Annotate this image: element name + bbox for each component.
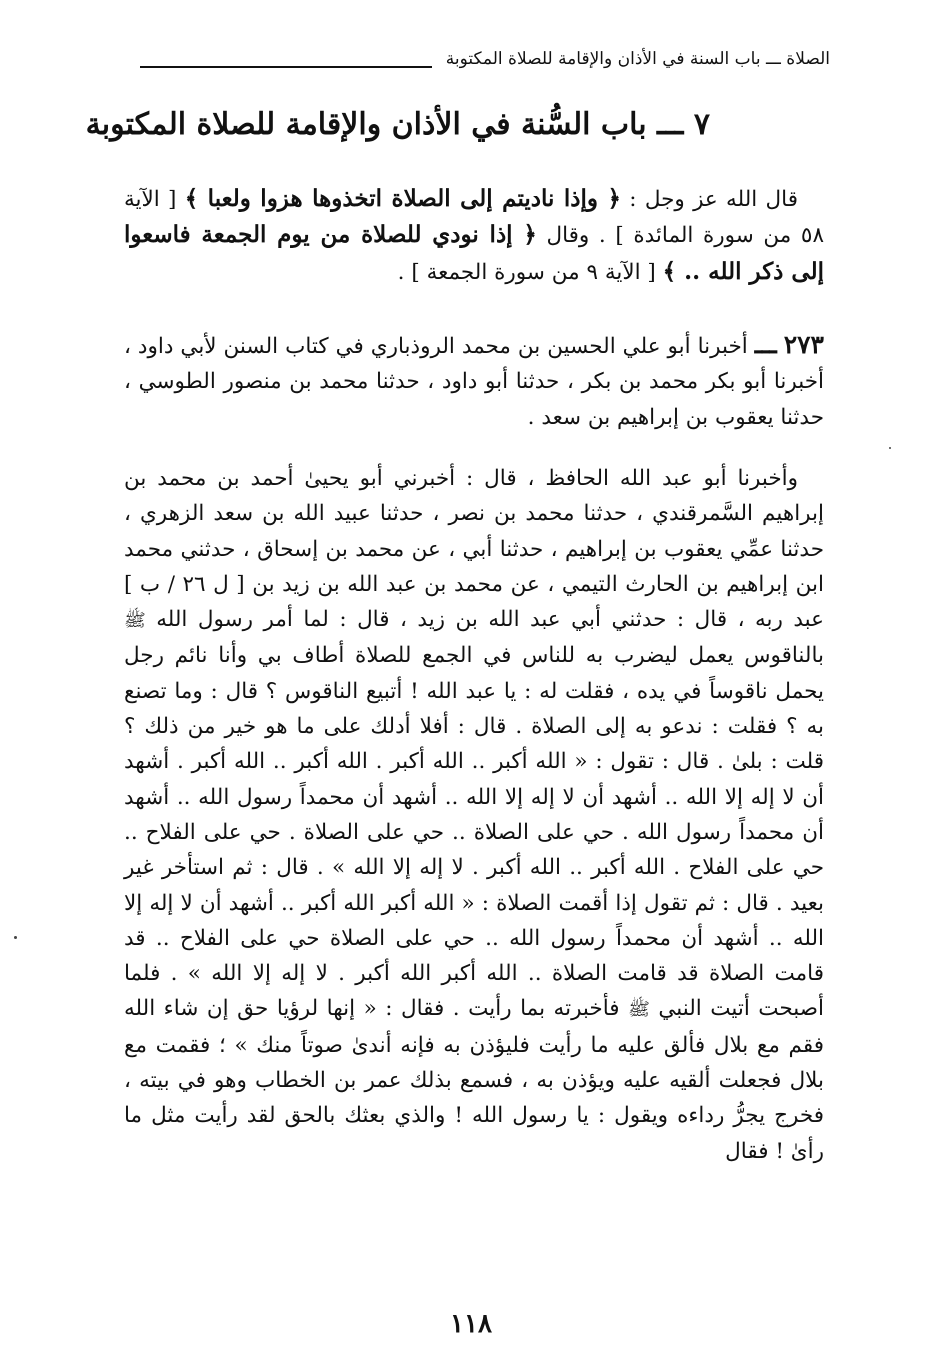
intro-prefix: قال الله عز وجل : [629,187,798,212]
hadith-dash: ـــ [754,330,777,359]
isnad-1-text: أخبرنا أبو علي الحسين بن محمد الروذباري في كتاب السنن لأبي داود ، أخبرنا أبو بكر محمد بن بكر ، حدثنا أبو داود ، حدثنا محمد بن منصور الطوسي ، حدثنا يعقوب بن إبراهيم بن سعد . [124,334,824,430]
scan-speck [889,447,891,449]
page-number: ١١٨ [450,1309,492,1339]
running-header [140,44,830,78]
scan-speck [14,936,17,939]
matn-text-b: فأخبرته بما رأيت . فقال : « إنها لرؤيا حق إن شاء الله فقم مع بلال فألق عليه ما رأيت فليؤذن به فإنه أندىٰ صوتاً منك » ؛ فقمت مع بلال فجعلت ألقيه عليه ويؤذن به ، فسمع بذلك عمر بن الخطاب وهو في بيته ، فخرج يجرُّ رداءه ويقول : يا رسول الله ! والذي بعثك بالحق لقد رأيت مثل ما رأىٰ ! فقال [124,996,824,1164]
hadith-body [124,461,824,1169]
isnad-2-text-b: عبد ربه ، قال : حدثني أبي عبد الله بن زيد ، قال : لما أمر رسول الله [156,607,824,633]
matn-text-a: بالناقوس يعمل ليضرب به للناس في الجمع للصلاة أطاف بي وأنا نائم رجل يحمل ناقوساً في يده ، فقلت له : يا عبد الله ! أتبيع الناقوس ؟ قال : وما تصنع به ؟ فقلت : ندعو به إلى الصلاة . قال : أفلا أدلك على ما هو خير من ذلك ؟ قلت : بلىٰ . قال : تقول : « الله أكبر .. الله أكبر . الله أكبر .. الله أكبر . أشهد أن لا إله إلا الله .. أشهد أن لا إله إلا الله .. أشهد أن محمداً رسول الله .. أشهد أن محمداً رسول الله . حي على الصلاة .. حي على الصلاة . حي على الفلاح .. حي على الفلاح . الله أكبر .. الله أكبر . لا إله إلا الله » . قال : ثم استأخر غير بعيد . قال : ثم تقول إذا أقمت الصلاة : « الله أكبر الله أكبر .. أشهد أن لا إله إلا الله .. أشهد أن محمداً رسول الله .. حي على الصلاة حي على الفلاح .. قد قامت الصلاة قد قامت الصلاة .. الله أكبر الله أكبر . لا إله إلا الله » . فلما أصبحت أتيت النبي [124,643,825,1022]
verse-2-reference: [ الآية ٩ من سورة الجمعة ] . [397,259,656,285]
hadith-isnad-1 [124,327,824,435]
quran-verse-2: ﴿ إذا نودي للصلاة من يوم الجمعة فاسعوا إلى ذكر الله .. ﴾ [124,221,824,285]
salutation-glyph-2: ﷺ [628,999,650,1021]
salutation-glyph: ﷺ [124,610,146,632]
verse-1-reference: [ الآية ٥٨ من سورة المائدة ] . وقال [124,187,825,249]
header-rule [140,66,432,68]
isnad-2-text-a: وأخبرنا أبو عبد الله الحافظ ، قال : أخبرني أبو يحيىٰ أحمد بن محمد بن إبراهيم السَّمرقندي ، حدثنا محمد بن نصر ، حدثنا عبيد الله بن سعد الزهري ، حدثنا عمِّي يعقوب بن إبراهيم ، حدثنا أبي ، عن محمد بن إسحاق ، حدثني محمد ابن إبراهيم بن الحارث التيمي ، عن محمد بن عبد الله بن زيد بن [124,466,825,597]
running-header-text: الصلاة ـــ باب السنة في الأذان والإقامة للصلاة المكتوبة [445,49,830,69]
hadith-number: ٢٧٣ [783,330,824,359]
chapter-title: ٧ ـــ باب السُّنة في الأذان والإقامة للصلاة المكتوبة [85,107,710,142]
quran-verse-1: ﴿ وإذا ناديتم إلى الصلاة اتخذوها هزوا ولعبا ﴾ [184,185,621,212]
intro-paragraph [124,181,824,290]
manuscript-reference: [ ل ٢٦ / ب ] [124,571,245,597]
